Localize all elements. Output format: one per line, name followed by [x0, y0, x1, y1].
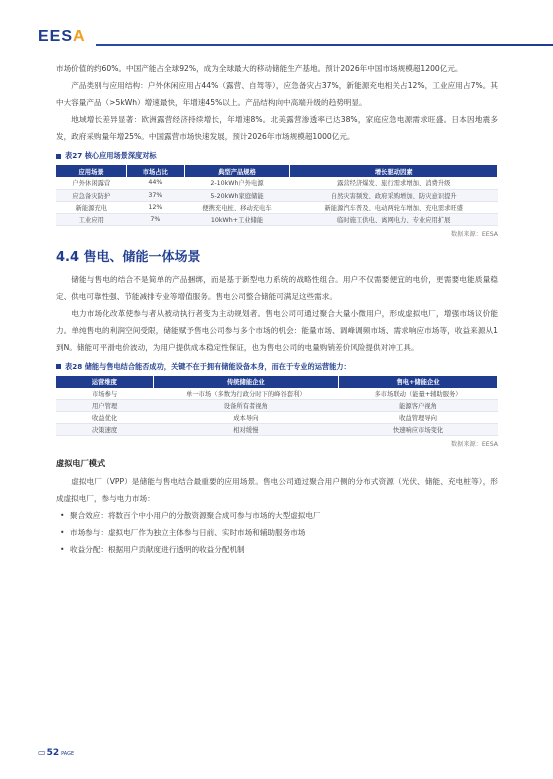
table-header-row: [56, 165, 498, 177]
bullet-dot-icon: •: [60, 545, 65, 554]
header-rule: [96, 44, 553, 46]
table-row: [56, 189, 498, 201]
table-header-cell: 运营维度: [56, 376, 153, 388]
square-bullet-icon: [56, 154, 61, 159]
table-cell: 5-20kWh家庭储能: [184, 189, 290, 201]
table28: [56, 376, 498, 437]
logo-main-text: EES: [38, 28, 74, 45]
paragraph-product-structure: 产品类别与应用结构：户外休闲应用占44%（露营、自驾等），应急备灾占37%，新能源充电相关占12%，工业应用占7%。其中大容量产品（>5kWh）增速最快，年增速45%以上。产品结构向中高端升级的趋势明显。: [56, 81, 498, 107]
table-cell: 12%: [127, 201, 184, 213]
table-cell: 露营经济爆发、旅行需求增加、消费升级: [290, 177, 498, 189]
table27-source: 数据来源：EESA: [450, 230, 498, 238]
table27-title: 表27 核心应用场景深度对标: [56, 151, 498, 161]
table-cell: 10kWh+工业储能: [184, 213, 290, 225]
table-cell: 成本导向: [153, 412, 338, 424]
table-cell: 7%: [127, 213, 184, 225]
page-footer: [38, 748, 74, 758]
table-cell: 能源客户视角: [339, 400, 498, 412]
table-cell: 设备所有者视角: [153, 400, 338, 412]
table-header-cell: 增长驱动因素: [290, 165, 498, 177]
table-cell: 37%: [127, 189, 184, 201]
list-item: • 聚合效应：将数百个中小用户的分散资源聚合成可参与市场的大型虚拟电厂: [56, 507, 498, 524]
table-row: [56, 424, 498, 436]
bullet-dot-icon: •: [60, 511, 65, 520]
logo-accent-text: A: [73, 28, 86, 45]
square-bullet-icon: [56, 364, 61, 369]
table-row: [56, 213, 498, 225]
table-cell: 新能源汽车普及、电动两轮车增加、充电需求旺盛: [290, 201, 498, 213]
paragraph-vpp: 虚拟电厂（VPP）是储能与售电结合最重要的应用场景。售电公司通过聚合用户侧的分布式资源（光伏、储能、充电桩等），形成虚拟电厂，参与电力市场：: [56, 477, 498, 503]
table-header-cell: 应用场景: [56, 165, 127, 177]
table-cell: 便携充电桩、移动充电车: [184, 201, 290, 213]
table-cell: 工业应用: [56, 213, 127, 225]
page-header: [38, 28, 518, 52]
table-cell: 应急备灾防护: [56, 189, 127, 201]
table-row: [56, 400, 498, 412]
table-cell: 44%: [127, 177, 184, 189]
table-cell: 决策速度: [56, 424, 153, 436]
paragraph-market-value: 市场价值的约60%。中国产能占全球92%，成为全球最大的移动储能生产基地。预计2026年中国市场规模超1200亿元。: [56, 64, 463, 73]
page-label: PAGE: [61, 751, 75, 757]
page-footer-mark-icon: ▭: [38, 748, 46, 757]
bullet-dot-icon: •: [60, 528, 65, 537]
section-title: 4.4 售电、储能一体场景: [56, 249, 201, 265]
eesa-logo: [38, 28, 86, 46]
table-cell: 户外休闲露营: [56, 177, 127, 189]
paragraph-regional-growth: 地域增长差异显著：欧洲露营经济持续增长，年增速8%。北美露营渗透率已达38%，家庭应急电源需求旺盛。日本因地震多发，政府采购量年增25%。中国露营市场快速发展，预计2026年市场规模超1000亿元。: [56, 115, 498, 141]
table-row: [56, 201, 498, 213]
table-cell: 2-10kWh户外电源: [184, 177, 290, 189]
paragraph-strategy: 储能与售电的结合不是简单的产品捆绑，而是基于新型电力系统的战略性组合。用户不仅需要便宜的电价，更需要电能质量稳定、供电可靠性强、节能减排专业等增值服务。售电公司整合储能可满足这些需求。: [56, 274, 498, 301]
table-header-cell: 典型产品规格: [184, 165, 290, 177]
list-item: • 收益分配：根据用户贡献度进行透明的收益分配机制: [56, 541, 498, 558]
table-row: [56, 177, 498, 189]
table-cell: 快速响应市场变化: [339, 424, 498, 436]
table-cell: 收益优化: [56, 412, 153, 424]
table-cell: 新能源充电: [56, 201, 127, 213]
table27: [56, 165, 498, 226]
table-cell: 临时施工供电、离网电力、专业应用扩展: [290, 213, 498, 225]
list-item: • 市场参与：虚拟电厂作为独立主体参与日前、实时市场和辅助服务市场: [56, 524, 498, 541]
table-cell: 多市场联动（能量+辅助服务）: [339, 388, 498, 400]
page-number: 52: [46, 748, 60, 758]
table-cell: 单一市场（多数为行政分时下的峰谷套利）: [153, 388, 338, 400]
table-row: [56, 412, 498, 424]
table-cell: 收益管理导向: [339, 412, 498, 424]
table-header-cell: 传统储能企业: [153, 376, 338, 388]
table-cell: 用户管理: [56, 400, 153, 412]
table-cell: 自然灾害频发、政府采购增加、防灾意识提升: [290, 189, 498, 201]
table-header-row: [56, 376, 498, 388]
bullet-list: [56, 507, 498, 558]
table-header-cell: 市场占比: [127, 165, 184, 177]
table28-title: 表28 储能与售电结合能否成功，关键不在于拥有储能设备本身，而在于专业的运营能力：: [56, 362, 498, 372]
table-header-cell: 售电+储能企业: [339, 376, 498, 388]
page-content: [56, 60, 498, 558]
table28-source: 数据来源：EESA: [450, 441, 498, 448]
table-cell: 相对缓慢: [153, 424, 338, 436]
paragraph-market-reform: 电力市场化改革使参与者从被动执行者变为主动规划者。售电公司可通过聚合大量小微用户，形成虚拟电厂，增强市场议价能力。单纯售电的利润空间受限，储能赋予售电公司参与多个市场的机会：能量市场、调峰调频市场、需求响应市场等，收益来源从1到N。储能可平滑电价波动，为用户提供成本稳定性保证，也为售电公司的电量购销差价风险提供对冲工具。: [56, 308, 498, 352]
table-cell: 市场参与: [56, 388, 153, 400]
table-row: [56, 388, 498, 400]
subsection-title: 虚拟电厂模式: [56, 458, 106, 468]
